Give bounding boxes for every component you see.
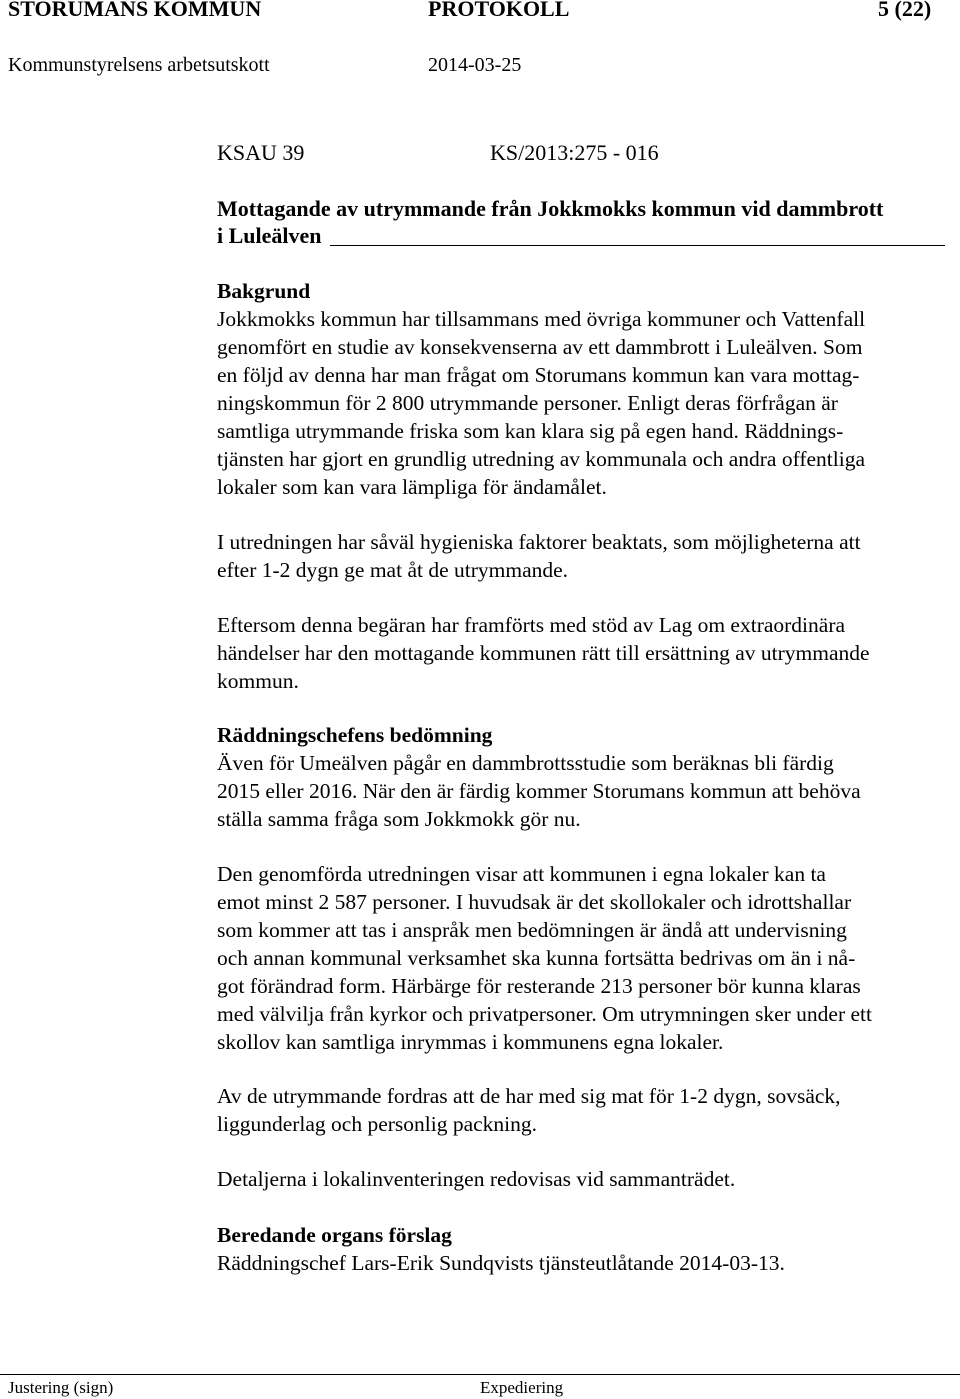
bedomning-paragraph-3 xyxy=(217,1082,957,1138)
bakgrund-paragraph-3 xyxy=(217,611,957,695)
text-line: ställa samma fråga som Jokkmokk gör nu. xyxy=(217,807,581,831)
text-line: tjänsten har gjort en grundlig utredning av kommunala och andra offentliga xyxy=(217,447,866,471)
org-name: STORUMANS KOMMUN xyxy=(8,0,262,21)
bedomning-paragraph-2 xyxy=(217,860,957,1056)
bedomning-paragraph-4 xyxy=(217,1165,957,1193)
case-number: KS/2013:275 - 016 xyxy=(490,140,659,165)
bakgrund-paragraph-2 xyxy=(217,528,957,584)
text-line: emot minst 2 587 personer. I huvudsak är det skollokaler och idrottshallar xyxy=(217,890,852,914)
footer-expediering: Expediering xyxy=(480,1378,564,1397)
text-line: och annan kommunal verksamhet ska kunna fortsätta bedrivas om än i nå- xyxy=(217,946,856,970)
text-line: som kommer att tas i anspråk men bedömningen är ändå att undervisning xyxy=(217,918,847,942)
text-line: got förändrad form. Härbärge för resterande 213 personer bör kunna klaras xyxy=(217,974,861,998)
forslag-text: Räddningschef Lars-Erik Sundqvists tjänsteutlåtande 2014-03-13. xyxy=(217,1251,785,1275)
doc-type: PROTOKOLL xyxy=(428,0,570,21)
text-line: kommun. xyxy=(217,669,299,693)
text-line: en följd av denna har man frågat om Storumans kommun kan vara mottag- xyxy=(217,363,860,387)
section-forslag xyxy=(217,1221,957,1277)
text-line: Eftersom denna begäran har framförts med stöd av Lag om extraordinära xyxy=(217,613,846,637)
text-line: efter 1-2 dygn ge mat åt de utrymmande. xyxy=(217,558,569,582)
title-underline xyxy=(330,245,945,246)
text-line: genomfört en studie av konsekvenserna av ett dammbrott i Luleälven. Som xyxy=(217,335,863,359)
text-line: Detaljerna i lokalinventeringen redovisas vid sammanträdet. xyxy=(217,1167,736,1191)
bakgrund-paragraph-1 xyxy=(217,305,957,501)
text-line: händelser har den mottagande kommunen rätt till ersättning av utrymmande xyxy=(217,641,870,665)
footer-justering: Justering (sign) xyxy=(8,1378,114,1397)
paragraph-number: KSAU 39 xyxy=(217,140,305,165)
text-line: Den genomförda utredningen visar att kommunen i egna lokaler kan ta xyxy=(217,862,826,886)
item-title-line2: i Luleälven xyxy=(217,223,322,248)
page-number: 5 (22) xyxy=(878,0,932,21)
item-title-line1: Mottagande av utrymmande från Jokkmokks kommun vid dammbrott xyxy=(217,196,884,221)
text-line: Även för Umeälven pågår en dammbrottsstudie som beräknas bli färdig xyxy=(217,751,834,775)
committee-name: Kommunstyrelsens arbetsutskott xyxy=(8,54,270,76)
text-line: Av de utrymmande fordras att de har med sig mat för 1-2 dygn, sovsäck, xyxy=(217,1084,841,1108)
meeting-date: 2014-03-25 xyxy=(428,54,522,76)
section-heading-bedomning: Räddningschefens bedömning xyxy=(217,723,493,747)
text-line: 2015 eller 2016. När den är färdig kommer Storumans kommun att behöva xyxy=(217,779,861,803)
bedomning-paragraph-1 xyxy=(217,749,957,833)
section-bedomning xyxy=(217,721,957,833)
text-line: liggunderlag och personlig packning. xyxy=(217,1112,538,1136)
text-line: Jokkmokks kommun har tillsammans med övriga kommuner och Vattenfall xyxy=(217,307,866,331)
text-line: ningskommun för 2 800 utrymmande personer. Enligt deras förfrågan är xyxy=(217,391,838,415)
footer-rule xyxy=(0,1374,960,1375)
section-heading-bakgrund: Bakgrund xyxy=(217,279,311,303)
text-line: lokaler som kan vara lämpliga för ändamålet. xyxy=(217,475,607,499)
text-line: skollov kan samtliga inrymmas i kommunens egna lokaler. xyxy=(217,1030,724,1054)
text-line: med välvilja från kyrkor och privatpersoner. Om utrymningen sker under ett xyxy=(217,1002,872,1026)
section-bakgrund xyxy=(217,277,957,501)
section-heading-forslag: Beredande organs förslag xyxy=(217,1223,452,1247)
text-line: samtliga utrymmande friska som kan klara sig på egen hand. Räddnings- xyxy=(217,419,844,443)
text-line: I utredningen har såväl hygieniska faktorer beaktats, som möjligheterna att xyxy=(217,530,861,554)
